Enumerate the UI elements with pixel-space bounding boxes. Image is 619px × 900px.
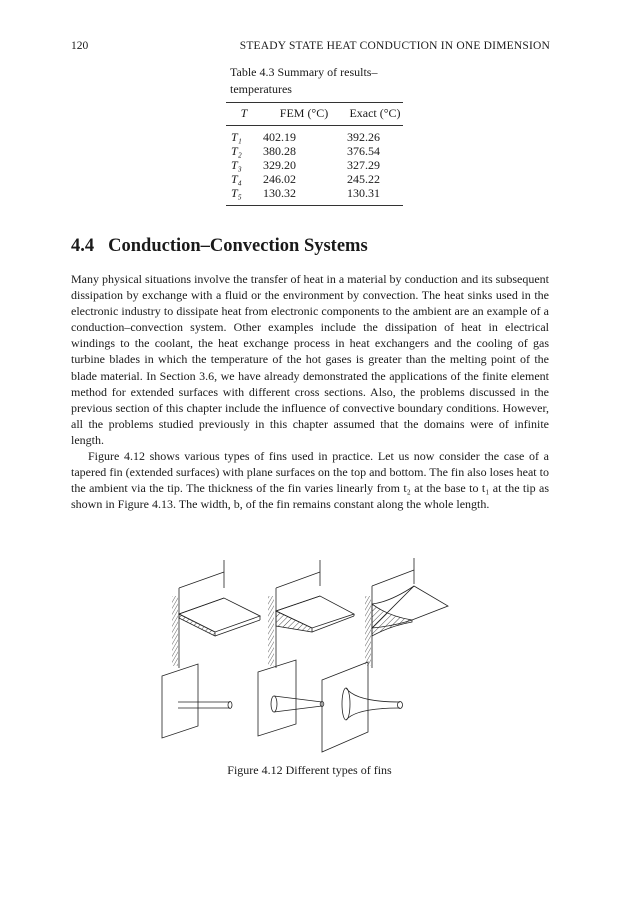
table-row bbox=[226, 186, 403, 206]
pin-fin-conical bbox=[258, 660, 324, 736]
paragraph: Many physical situations involve the transfer of heat in a material by conduction and its subsequent dissipation by exchange with a fluid or the environment by convection. The heat sinks used in the electronic industry to dissipate heat from electronic components to the ambient are an example of a conduction–convection system. Other examples include the dissipation of heat in electrical windings to the coolant, the heat exchange process in heat exchangers and the cooling of gas turbine blades in which the temperature of the hot gases is greater than the melting point of the blade material. In Section 3.6, we have already demonstrated the applications of the finite element method for extended surfaces with different cross sections. Also, the problems discussed in the previous section of this chapter include the influence of convective boundary conditions. However, all the problems studied previously in this chapter assumed that the domains were of infinite length. bbox=[71, 272, 549, 447]
row-label: T₄ bbox=[231, 172, 242, 186]
tapered-plate-fin bbox=[268, 560, 354, 668]
exact-value: 392.26 bbox=[347, 130, 380, 144]
exact-value: 327.29 bbox=[347, 158, 380, 172]
table-row bbox=[226, 158, 403, 172]
running-header bbox=[71, 40, 550, 56]
figure-caption: Figure 4.12 Different types of fins bbox=[227, 763, 392, 777]
row-label: T₂ bbox=[231, 144, 242, 158]
fin-types-illustration bbox=[150, 556, 450, 756]
concave-profile-fin bbox=[365, 558, 448, 668]
fem-value: 402.19 bbox=[263, 130, 296, 144]
column-header-t: T bbox=[240, 106, 248, 120]
row-label: T₅ bbox=[231, 186, 242, 200]
page-number: 120 bbox=[71, 40, 89, 52]
exact-value: 245.22 bbox=[347, 172, 380, 186]
section-number: 4.4 bbox=[71, 236, 95, 256]
table-row bbox=[226, 172, 403, 186]
fem-value: 246.02 bbox=[263, 172, 296, 186]
table-caption: Table 4.3 Summary of results–temperatures bbox=[230, 65, 378, 96]
table-header-row bbox=[226, 103, 403, 126]
section-heading bbox=[71, 236, 368, 257]
table-row bbox=[226, 144, 403, 158]
column-header-fem: FEM (°C) bbox=[279, 106, 329, 120]
row-label: T₃ bbox=[231, 158, 242, 172]
pin-fin-cylindrical bbox=[162, 664, 232, 738]
row-label: T₁ bbox=[231, 130, 242, 144]
section-title: Conduction–Convection Systems bbox=[108, 236, 368, 256]
rectangular-plate-fin bbox=[172, 560, 260, 668]
fin-types-figure bbox=[150, 556, 450, 756]
column-header-exact: Exact (°C) bbox=[349, 106, 401, 120]
running-title: STEADY STATE HEAT CONDUCTION IN ONE DIMENSION bbox=[239, 40, 550, 52]
table-row bbox=[226, 126, 403, 145]
fem-value: 380.28 bbox=[263, 144, 296, 158]
exact-value: 376.54 bbox=[347, 144, 380, 158]
fem-value: 130.32 bbox=[263, 186, 296, 200]
paragraph: Figure 4.12 shows various types of fins used in practice. Let us now consider the case of a tapered fin (extended surfaces) with plane surfaces on the top and bottom. The fin also loses heat to the ambient via the tip. The thickness of the fin varies linearly from t₂ at the base to t₁ at the tip as shown in Figure 4.13. The width, b, of the fin remains constant along the whole length. bbox=[71, 449, 549, 512]
results-table bbox=[226, 102, 403, 206]
fem-value: 329.20 bbox=[263, 158, 296, 172]
exact-value: 130.31 bbox=[347, 186, 380, 200]
pin-fin-concave bbox=[322, 662, 403, 752]
body-text bbox=[71, 271, 549, 512]
